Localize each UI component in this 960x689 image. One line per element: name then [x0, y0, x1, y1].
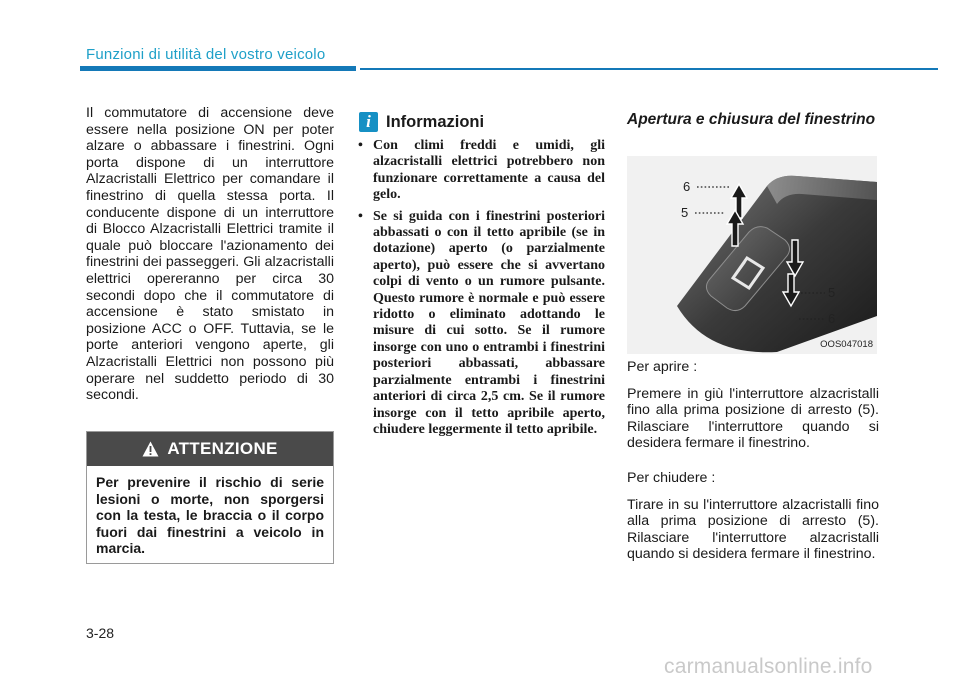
window-section	[627, 111, 879, 563]
figure-code: OOS047018	[820, 339, 873, 350]
warning-text: Per prevenire il rischio di serie lesioni o morte, non sporgersi con la testa, le braccia o il corpo fuori dai finestrini a veicolo in marcia.	[96, 474, 324, 557]
window-switch-figure	[627, 156, 877, 354]
info-item-text: Se si guida con i finestrini posteriori abbassati o con il tetto apribile (se in dotazione) aperto (o parzialmente aperto), può essere che si avvertano colpi di vento o un rumore pulsante. Questo rumore è normale e può essere ridotto o eliminato adottando le misure di cui sotto. Se il rumore insorge con uno o entrambi i finestrini posteriori abbassati, abbassare parzialmente entrambi i finestrini anteriori di circa 2,5 cm. Se il rumore insorge con il tetto apribile aperto, chiudere leggermente il tetto apribile.	[373, 208, 605, 437]
header-rule-thin	[360, 68, 938, 70]
open-text: Premere in giù l'interruttore alzacristalli fino alla prima posizione di arresto (5). Rilasciare l'interruttore quando si desidera fermare il finestrino.	[627, 385, 879, 452]
close-text: Tirare in su l'interruttore alzacristalli fino alla prima posizione di arresto (5). Rilasciare l'interruttore alzacristalli quando si desidera fermare il finestrino.	[627, 496, 879, 563]
header-rule-thick	[80, 66, 356, 71]
bullet: •	[358, 138, 363, 153]
fig-label-5-down: 5	[828, 285, 836, 300]
warning-header	[87, 432, 333, 466]
footer-watermark-url: carmanualsonline.info	[664, 655, 873, 678]
window-section-title: Apertura e chiusura del finestrino	[627, 111, 876, 128]
section-header-title: Funzioni di utilità del vostro veicolo	[86, 46, 326, 63]
list-item	[357, 138, 605, 204]
warning-triangle-icon	[142, 441, 159, 457]
fig-label-6-down: 6	[828, 311, 836, 326]
fig-label-5-up: 5	[681, 205, 689, 220]
info-item-text: Con climi freddi e umidi, gli alzacristalli elettrici potrebbero non funzionare correttamente a causa del gelo.	[373, 138, 605, 203]
list-item	[357, 209, 605, 439]
warning-box	[86, 431, 334, 564]
info-list	[357, 138, 605, 438]
window-switch-illustration	[627, 156, 877, 354]
info-header	[359, 112, 605, 132]
info-title: Informazioni	[386, 112, 485, 131]
open-label: Per aprire :	[627, 359, 698, 375]
warning-title: ATTENZIONE	[167, 439, 278, 458]
info-icon: i	[359, 112, 378, 132]
window-instructions	[627, 359, 879, 573]
bullet: •	[358, 208, 363, 224]
info-section	[357, 112, 605, 443]
close-label: Per chiudere :	[627, 469, 716, 486]
page-number: 3-28	[86, 625, 115, 641]
intro-paragraph: Il commutatore di accensione deve essere nella posizione ON per poter alzare o abbassare i finestrini. Ogni porta dispone di un interruttore Alzacristalli Elettrico per comandare il finestrino di quella stessa porta. Il conducente dispone di un interruttore di Blocco Alzacristalli Elettrici tramite il quale può bloccare l'azionamento dei finestrini dei passeggeri. Gli alzacristalli elettrici opereranno per circa 30 secondi dopo che il commutatore di accensione è stato smistato in posizione ACC o OFF. Tuttavia, se le porte anteriori vengono aperte, gli Alzacristalli Elettrici non possono più operare nel suddetto periodo di 30 secondi.	[86, 105, 334, 404]
fig-label-6-up: 6	[683, 179, 691, 194]
